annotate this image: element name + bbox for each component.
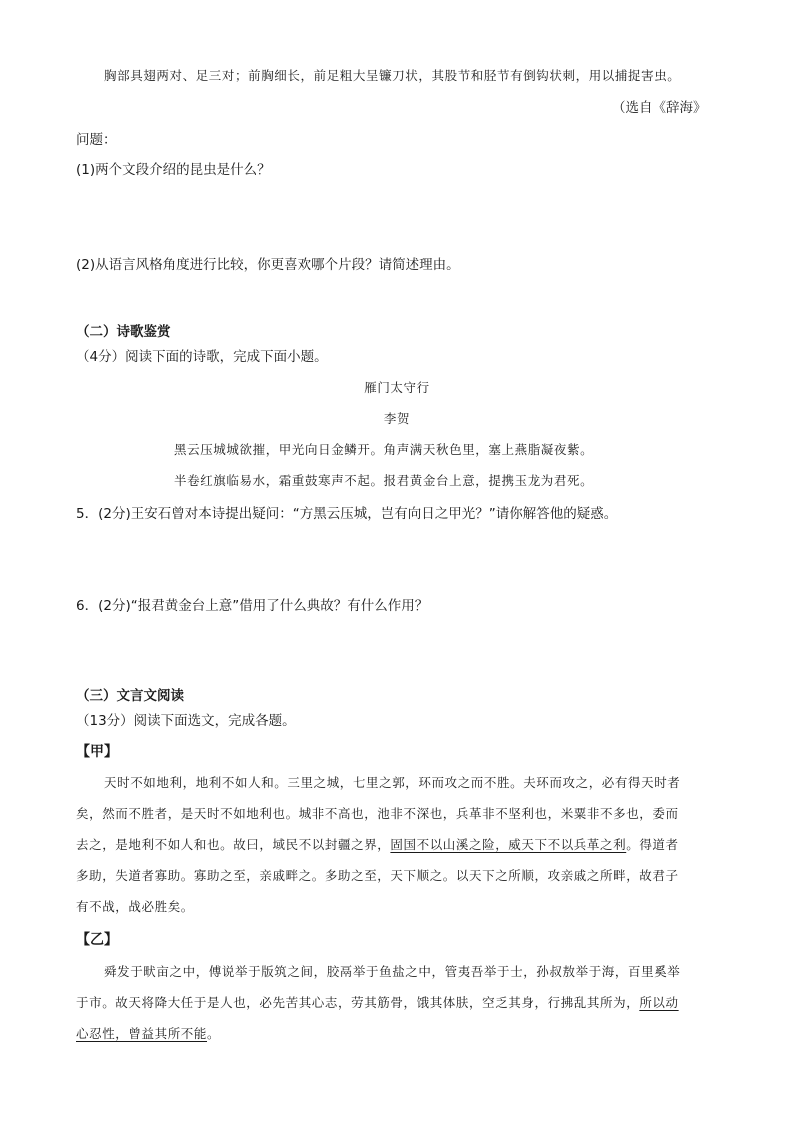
poetry-instruction: （4分）阅读下面的诗歌，完成下面小题。 [76, 349, 328, 365]
passage-jia-line: 天时不如地利，地利不如人和。三里之城，七里之郭，环而攻之而不胜。夫环而攻之，必有得天时者 [104, 775, 681, 790]
passage-text: 。得道者 [626, 837, 679, 852]
passage-jia-line: 有不战，战必胜矣。 [76, 899, 194, 914]
poem-title: 雁门太守行 [364, 380, 430, 395]
poem-author: 李贺 [383, 411, 411, 426]
passage-jia-line [76, 835, 679, 855]
passage-jia-line: 矣，然而不胜者，是天时不如地利也。城非不高也，池非不深也，兵革非不坚利也，米粟非不多也，委而 [76, 806, 679, 821]
insect-description-line: 胸部具翅两对、足三对；前胸细长，前足粗大呈镰刀状，其股节和胫节有倒钩状刺，用以捕捉害虫。 [104, 68, 681, 83]
question-5: 5．(2分)王安石曾对本诗提出疑问：“方黑云压城，岂有向日之甲光？”请你解答他的疑惑。 [76, 506, 618, 522]
underlined-sentence: 所以动 [639, 995, 679, 1010]
question-2: (2)从语言风格角度进行比较，你更喜欢哪个片段？请简述理由。 [76, 257, 460, 273]
passage-text: 。 [207, 1026, 221, 1041]
underlined-sentence: 心忍性，曾益其所不能 [76, 1026, 208, 1041]
passage-yi-line [76, 993, 679, 1013]
passage-text: 于市。故天将降大任于是人也，必先苦其心志，劳其筋骨，饿其体肤，空乏其身，行拂乱其所为， [76, 995, 640, 1010]
passage-text: 去之，是地利不如人和也。故曰，域民不以封疆之界， [76, 837, 391, 852]
question-6: 6．(2分)“报君黄金台上意”借用了什么典故？有什么作用？ [76, 598, 429, 614]
passage-yi-line: 舜发于畎亩之中，傅说举于版筑之间，胶鬲举于鱼盐之中，管夷吾举于士，孙叔敖举于海，百里奚举 [104, 964, 681, 979]
section-title-classical: （三）文言文阅读 [76, 688, 184, 704]
underlined-sentence: 固国不以山溪之险，威天下不以兵革之利 [390, 837, 627, 852]
passage-yi-label: 【乙】 [76, 932, 118, 948]
section-title-poetry: （二）诗歌鉴赏 [76, 324, 171, 340]
passage-yi-line [76, 1024, 220, 1044]
classical-instruction: （13分）阅读下面选文，完成各题。 [76, 713, 296, 729]
source-citation: （选自《辞海》 [612, 100, 707, 116]
poem-line-1: 黑云压城城欲摧，甲光向日金鳞开。角声满天秋色里，塞上燕脂凝夜紫。 [174, 442, 594, 457]
passage-jia-line: 多助，失道者寡助。寡助之至，亲戚畔之。多助之至，天下顺之。以天下之所顺，攻亲戚之所畔，故君子 [76, 868, 679, 883]
questions-label: 问题： [76, 132, 117, 148]
passage-jia-label: 【甲】 [76, 744, 118, 760]
poem-line-2: 半卷红旗临易水，霜重鼓寒声不起。报君黄金台上意，提携玉龙为君死。 [174, 473, 594, 488]
question-1: (1)两个文段介绍的昆虫是什么？ [76, 162, 271, 178]
